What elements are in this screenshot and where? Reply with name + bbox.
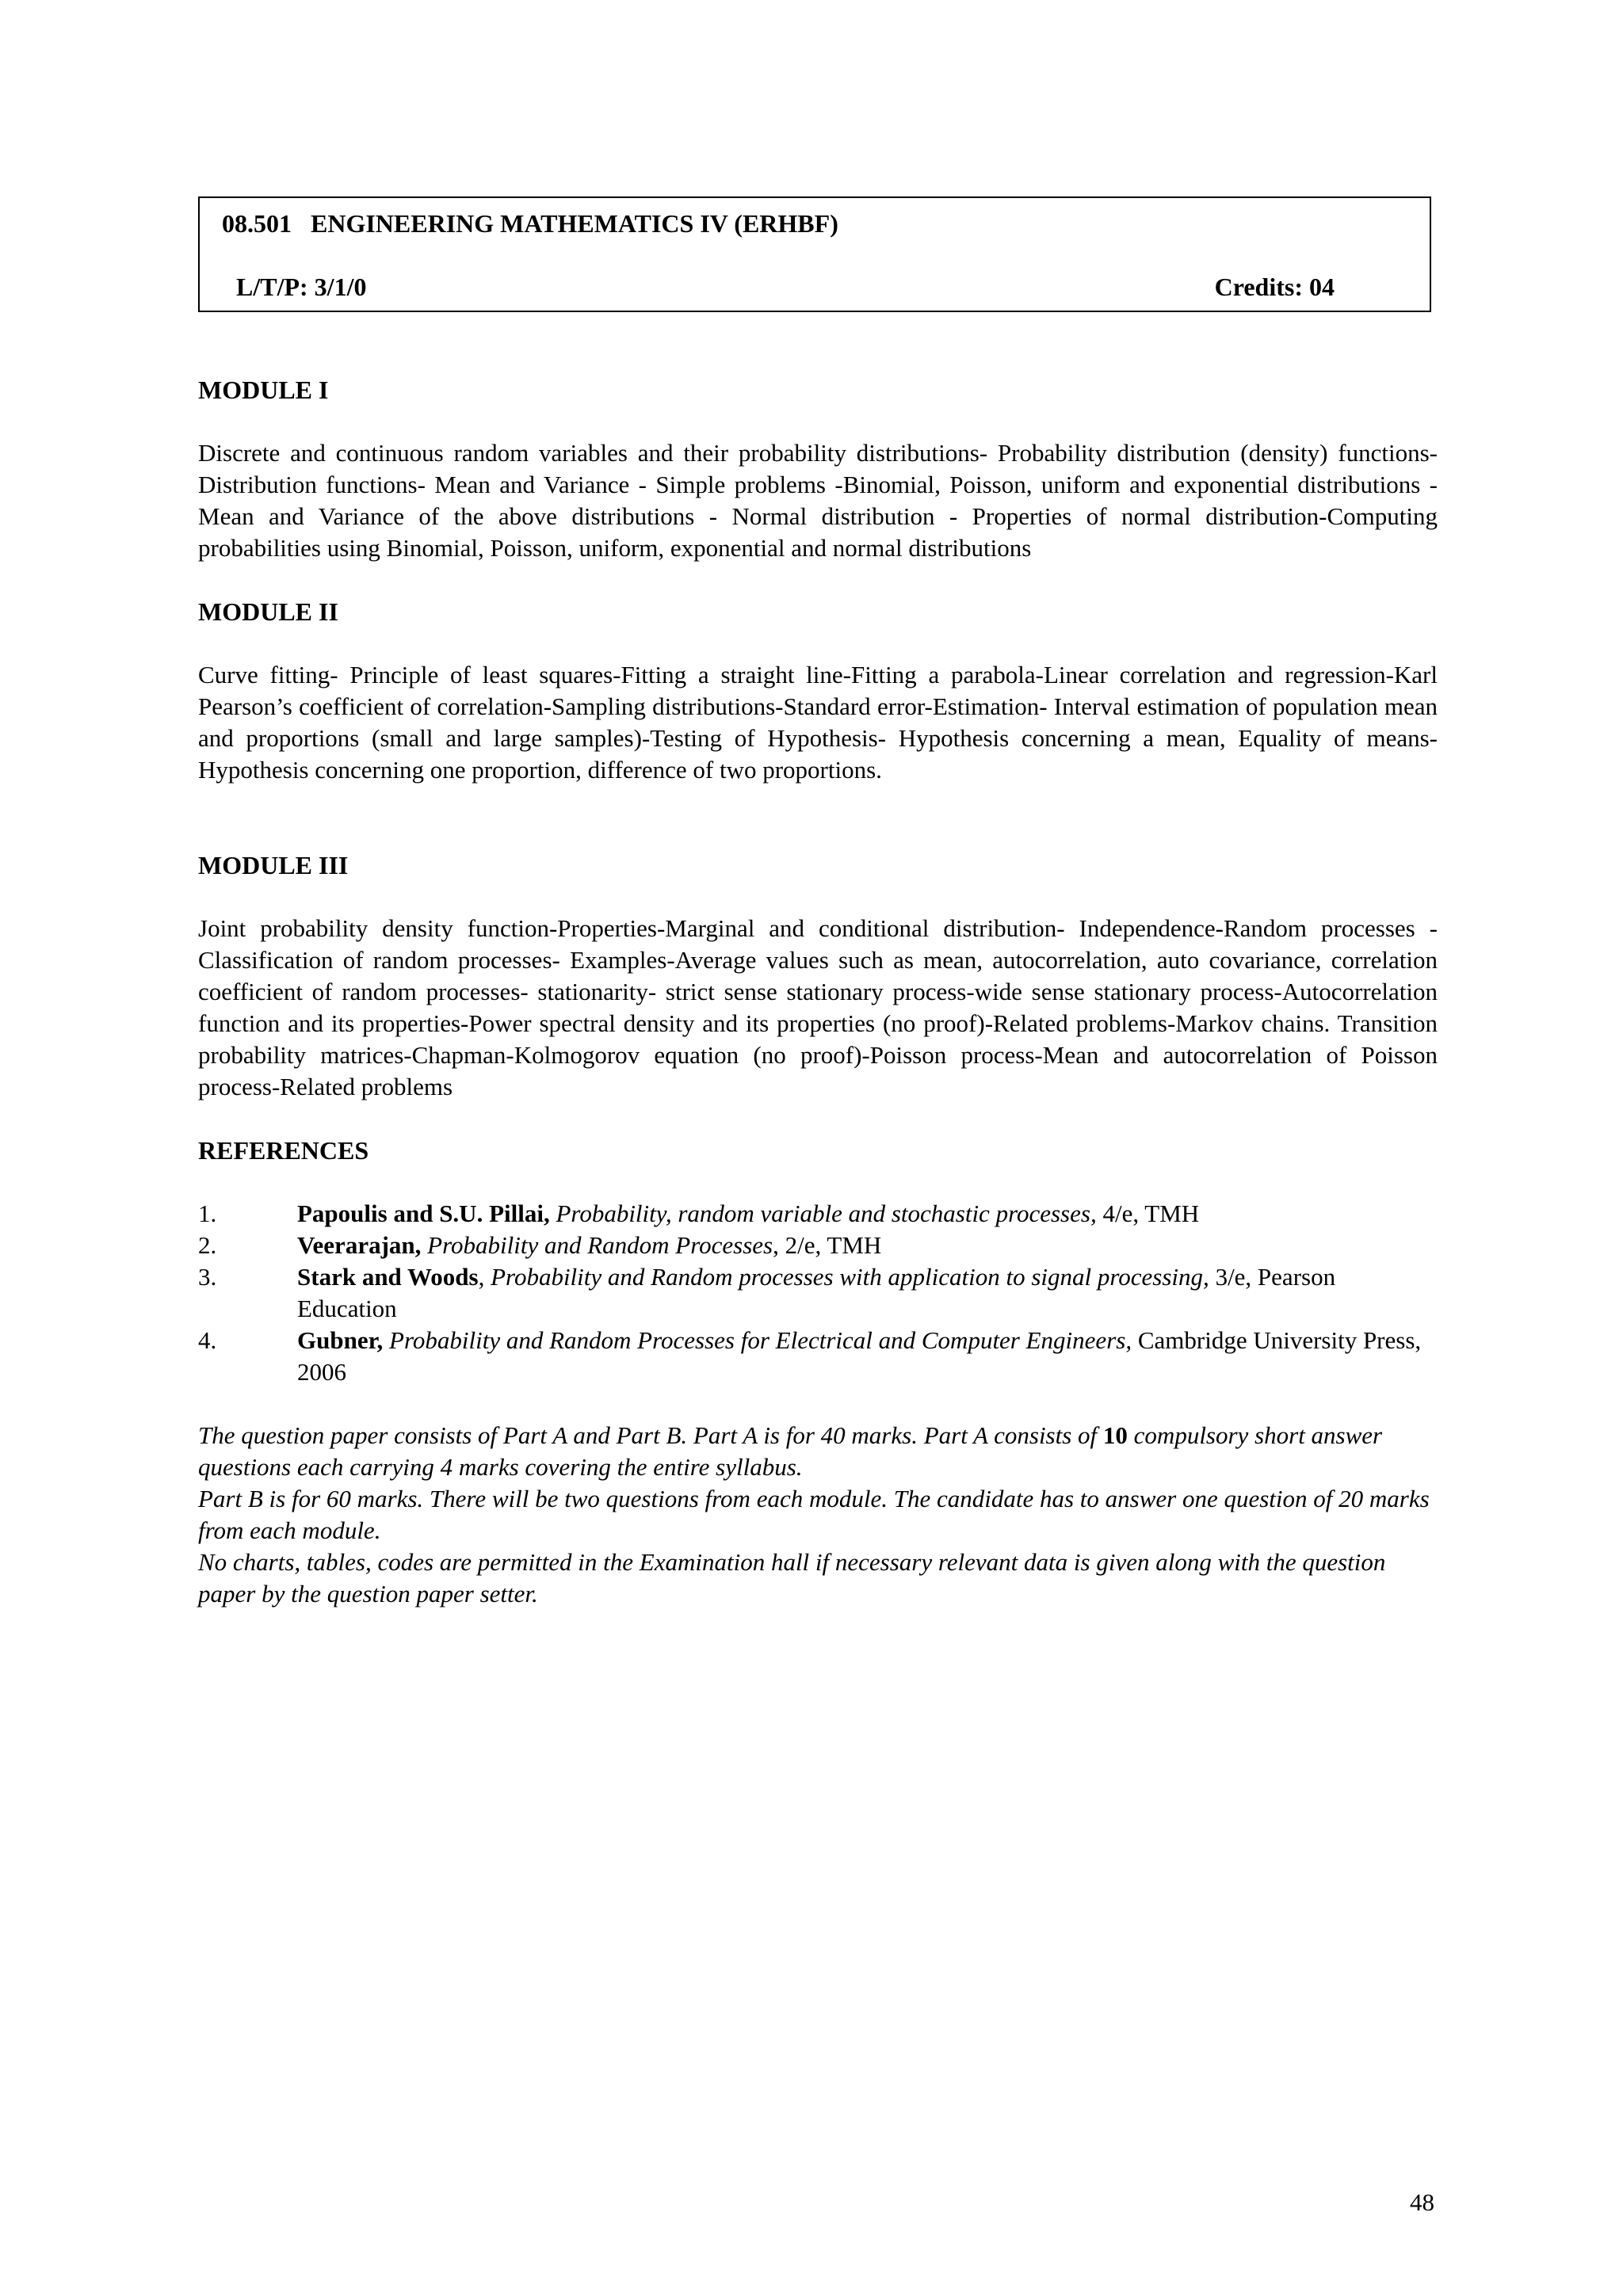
reference-number: 2.: [198, 1231, 217, 1259]
reference-author: Gubner,: [297, 1326, 384, 1354]
module-1-heading: MODULE I: [198, 376, 329, 404]
exam-note: [198, 1420, 1438, 1610]
course-name: ENGINEERING MATHEMATICS IV (ERHBF): [311, 209, 838, 238]
references-heading: REFERENCES: [198, 1136, 369, 1165]
reference-title: Probability and Random Processes: [427, 1231, 773, 1259]
reference-item: [198, 1198, 1438, 1230]
reference-author: Papoulis and S.U. Pillai,: [297, 1199, 550, 1227]
reference-item: [198, 1325, 1438, 1388]
reference-title: Probability and Random Processes for Electrical and Computer Engineers,: [389, 1326, 1132, 1354]
reference-details: Cambridge University Press, 2006: [297, 1326, 1422, 1386]
reference-number: 3.: [198, 1263, 217, 1291]
course-code: 08.501: [222, 209, 292, 238]
reference-item: [198, 1230, 1438, 1261]
module-3-text: Joint probability density function-Properties-Marginal and conditional distribution- Independence-Random processes -Classification of random processes- Examples-Average values such as mean, autocorrelation, auto covariance, correlation coefficient of random processes- stationarity- strict sense stationary process-wide sense stationary process-Autocorrelation function and its properties-Power spectral density and its properties (no proof)-Related problems-Markov chains. Transition probability matrices-Chapman-Kolmogorov equation (no proof)-Poisson process-Mean and autocorrelation of Poisson process-Related problems: [198, 914, 1438, 1100]
exam-note-rules: No charts, tables, codes are permitted in the Examination hall if necessary relevant data is given along with the question paper by the question paper setter.: [198, 1548, 1386, 1608]
exam-note-part-a: The question paper consists of Part A and Part B. Part A is for 40 marks. Part A consists of 10 compulsory short answer questions each carrying 4 marks covering the entire syllabus.: [198, 1421, 1383, 1481]
references-list: [198, 1198, 1438, 1388]
page-number: 48: [1410, 2188, 1434, 2216]
reference-number: 4.: [198, 1326, 217, 1354]
reference-number: 1.: [198, 1199, 217, 1227]
exam-note-part-b: Part B is for 60 marks. There will be two questions from each module. The candidate has to answer one question of 20 marks from each module.: [198, 1485, 1430, 1544]
course-header-box: [198, 196, 1431, 312]
reference-separator: ,: [478, 1263, 491, 1291]
module-1-text: Discrete and continuous random variables and their probability distributions- Probability distribution (density) functions-Distribution functions- Mean and Variance - Simple problems -Binomial, Poisson, uniform and exponential distributions - Mean and Variance of the above distributions - Normal distribution - Properties of normal distribution-Computing probabilities using Binomial, Poisson, uniform, exponential and normal distributions: [198, 439, 1438, 562]
syllabus-content: [198, 374, 1438, 1610]
ltp-label: L/T/P: 3/1/0: [236, 273, 367, 301]
reference-title: Probability and Random processes with application to signal processing,: [491, 1263, 1209, 1291]
reference-author: Stark and Woods: [297, 1263, 479, 1291]
reference-details: 3/e, Pearson Education: [297, 1263, 1336, 1322]
reference-details: 4/e, TMH: [1096, 1199, 1200, 1227]
reference-author: Veerarajan,: [297, 1231, 422, 1259]
reference-item: [198, 1261, 1438, 1325]
module-2-heading: MODULE II: [198, 597, 338, 626]
reference-details: , 2/e, TMH: [773, 1231, 882, 1259]
reference-title: Probability, random variable and stochastic processes,: [556, 1199, 1097, 1227]
module-3-heading: MODULE III: [198, 851, 349, 879]
credits-label: Credits: 04: [1214, 273, 1335, 301]
module-2-text: Curve fitting- Principle of least squares-Fitting a straight line-Fitting a parabola-Linear correlation and regression-Karl Pearson’s coefficient of correlation-Sampling distributions-Standard error-Estimation- Interval estimation of population mean and proportions (small and large samples)-Testing of Hypothesis- Hypothesis concerning a mean, Equality of means-Hypothesis concerning one proportion, difference of two proportions.: [198, 661, 1438, 784]
